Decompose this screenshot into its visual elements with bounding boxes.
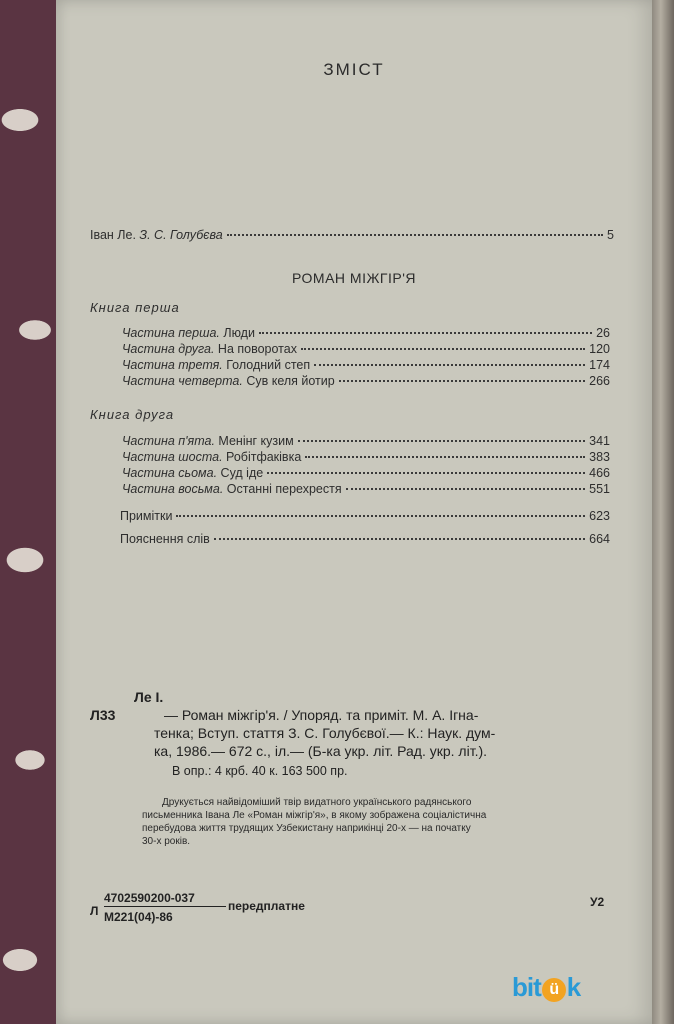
glossary-label: Пояснення слів [120,532,210,546]
index-numerator: 4702590200-037 [104,890,226,907]
part-page: 466 [589,466,610,480]
part-name: Голодний степ [226,358,311,372]
toc-row-part-8 [122,482,610,496]
toc-row-part-7 [122,466,610,480]
toc-row-intro [90,228,614,242]
biblio-line-4: В опр.: 4 крб. 40 к. 163 500 пр. [172,764,348,778]
dot-leader [339,380,585,382]
biblio-author: Ле І. [134,689,164,705]
watermark-left: bit [512,972,541,1002]
biblio-line-2: тенка; Вступ. стаття З. С. Голубєвої.— К.: Наук. дум- [154,725,496,741]
glossary-page: 664 [589,532,610,546]
toc-row-part-6 [122,450,610,464]
part-label: Частина перша. [122,326,220,340]
toc-row-part-2 [122,342,610,356]
book-one-label: Книга перша [90,300,180,315]
toc-row-part-4 [122,374,610,388]
part-page: 174 [589,358,610,372]
index-udc: У2 [590,895,605,909]
toc-row-part-3 [122,358,610,372]
part-label: Частина сьома. [122,466,218,480]
index-letter: Л [90,904,99,918]
intro-page: 5 [607,228,614,242]
part-name: Люди [223,326,255,340]
page-edge [652,0,674,1024]
part-label: Частина четверта. [122,374,243,388]
dot-leader [176,515,585,517]
part-page: 266 [589,374,610,388]
part-name: Останні перехрестя [226,482,342,496]
part-name: Робітфаківка [226,450,302,464]
section-title: РОМАН МІЖГІР'Я [292,270,416,286]
watermark-right: k [566,972,581,1002]
dot-leader [314,364,585,366]
part-page: 341 [589,434,610,448]
part-name: На поворотах [217,342,297,356]
part-label: Частина п'ята. [122,434,215,448]
annotation-line-1: Друкується найвідоміший твір видатного українського радянського [162,797,472,808]
watermark-logo [512,972,580,1003]
dot-leader [267,472,585,474]
part-page: 26 [596,326,610,340]
index-note: передплатне [228,899,305,913]
watermark-center: ü [542,978,566,1002]
toc-row-notes [120,509,610,523]
part-label: Частина восьма. [122,482,224,496]
dot-leader [214,538,585,540]
dot-leader [305,456,585,458]
dot-leader [346,488,586,490]
biblio-line-3: ка, 1986.— 672 с., іл.— (Б-ка укр. літ. Рад. укр. літ.). [154,743,488,759]
toc-row-glossary [120,532,610,546]
biblio-line-1: — Роман міжгір'я. / Упоряд. та приміт. М. А. Ігна- [164,707,479,723]
annotation-line-4: 30-х років. [142,836,191,847]
toc-row-part-1 [122,326,610,340]
notes-label: Примітки [120,509,173,523]
part-label: Частина шоста. [122,450,223,464]
part-page: 551 [589,482,610,496]
dot-leader [301,348,585,350]
part-name: Сув келя йотир [246,374,335,388]
dot-leader [298,440,585,442]
biblio-code: Л33 [90,707,116,723]
book-two-label: Книга друга [90,407,175,422]
part-page: 120 [589,342,610,356]
part-label: Частина третя. [122,358,223,372]
toc-row-part-5 [122,434,610,448]
part-label: Частина друга. [122,342,215,356]
part-name: Менінг кузим [218,434,294,448]
book-page [56,0,652,1024]
annotation-line-3: перебудова життя трудящих Узбекистану наприкінці 20-х — на початку [142,823,471,834]
dot-leader [227,234,603,236]
notes-page: 623 [589,509,610,523]
intro-article: З. С. Голубєва [139,228,223,242]
dot-leader [259,332,592,334]
index-denominator: M221(04)-86 [104,910,173,924]
annotation-line-2: письменника Івана Ле «Роман міжгір'я», в якому зображена соціалістична [142,810,487,821]
intro-author: Іван Ле. [90,228,136,242]
page-title: ЗМІСТ [323,60,385,79]
part-name: Суд іде [220,466,264,480]
part-page: 383 [589,450,610,464]
